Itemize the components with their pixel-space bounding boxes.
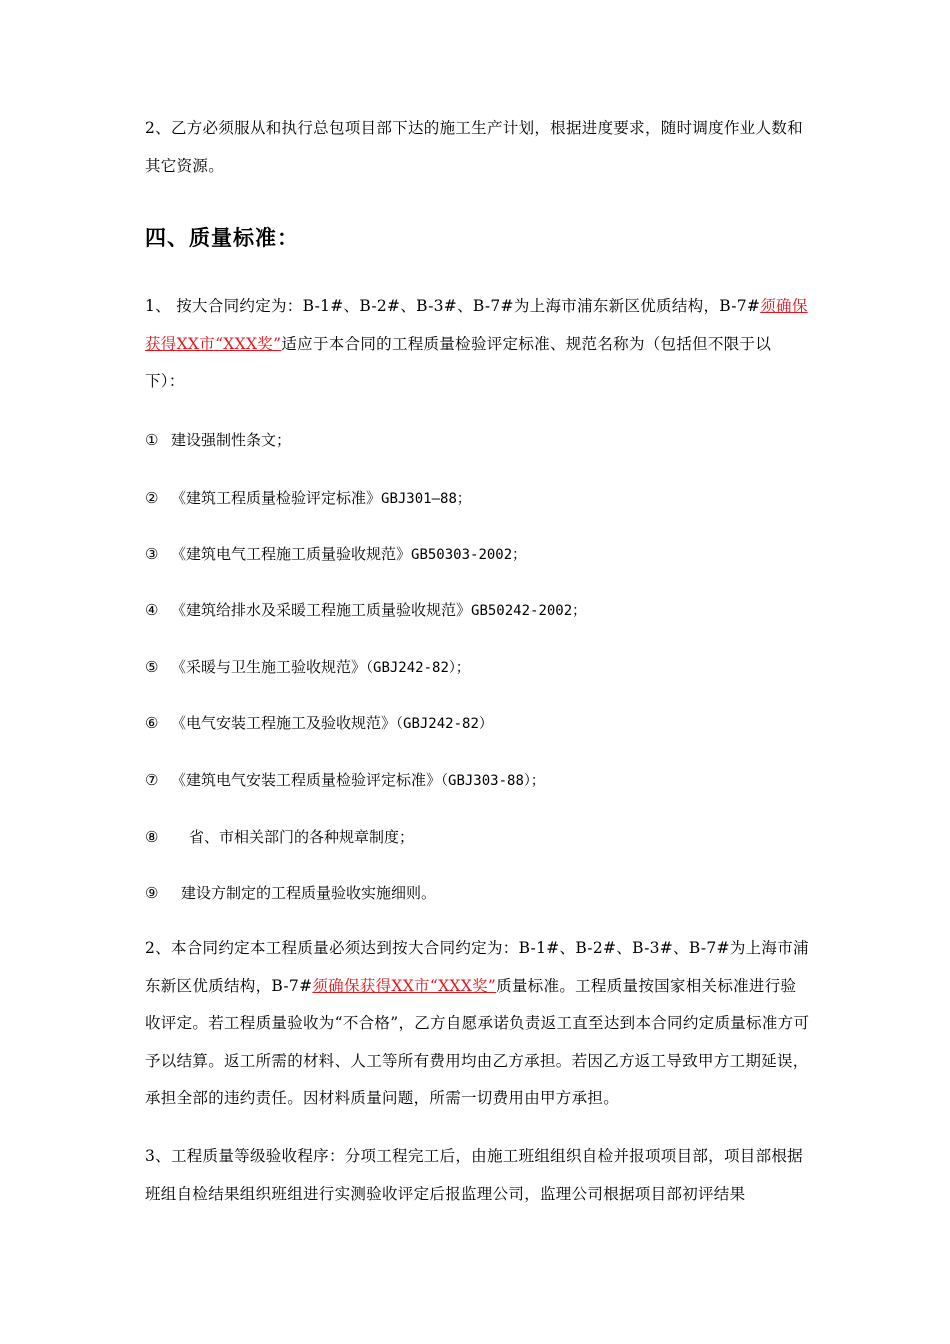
item-code: GB50303-2002； — [411, 547, 527, 563]
item-number: ⑦ — [145, 771, 159, 789]
item-code: （GBJ303-88）； — [441, 773, 545, 789]
item-number: ⑨ — [145, 884, 159, 902]
standard-item-9 — [145, 881, 810, 905]
item-text: 省、市相关部门的各种规章制度； — [189, 828, 415, 846]
item-number: ⑥ — [145, 714, 159, 732]
paragraph-quality-3 — [145, 1138, 810, 1213]
highlight-award-city: 须确保获得XX市 — [145, 297, 808, 353]
item-code: GB50242-2002； — [471, 603, 587, 619]
item-number: ② — [145, 489, 159, 507]
item-code: （GBJ242-82）； — [366, 660, 470, 676]
item-text: 《建筑电气安装工程质量检验评定标准》 — [171, 771, 442, 789]
standard-item-7 — [145, 768, 810, 793]
item-text: 建设强制性条文； — [171, 431, 292, 449]
item-number: ④ — [145, 601, 159, 619]
standard-item-1 — [145, 428, 810, 452]
item-text: 建设方制定的工程质量验收实施细则。 — [181, 884, 437, 902]
item-text: 《建筑电气工程施工质量验收规范》 — [171, 545, 412, 563]
paragraph-text: 2、乙方必须服从和执行总包项目部下达的施工生产计划，根据进度要求，随时调度作业人数和其它资源。 — [145, 119, 803, 175]
paragraph-text-prefix: 2、本合同约定本工程质量必须达到按大合同约定为：B-1#、B-2#、B-3#、B-7#为上海市浦东新区优质结构，B-7# — [145, 939, 809, 995]
item-text: 《电气安装工程施工及验收规范》 — [171, 714, 397, 732]
highlight-award-name: “XXX奖” — [429, 976, 497, 995]
standard-item-4 — [145, 598, 810, 623]
section-heading-quality-standards: 四、质量标准： — [145, 225, 299, 250]
standard-item-2 — [145, 486, 810, 511]
standard-item-3 — [145, 542, 810, 567]
paragraph-intro-item-2 — [145, 110, 810, 185]
paragraph-text-suffix: 适应于本合同的工程质量检验评定标准、规范名称为（包括但不限于以下）： — [145, 334, 772, 390]
highlight-award-city: 须确保获得XX市 — [312, 976, 430, 995]
item-text: 《建筑给排水及采暖工程施工质量验收规范》 — [171, 601, 472, 619]
item-code: （GBJ242-82） — [396, 716, 493, 732]
item-number: ⑤ — [145, 658, 159, 676]
item-text: 《建筑工程质量检验评定标准》 — [171, 489, 382, 507]
item-number: ⑧ — [145, 828, 159, 846]
standard-item-5 — [145, 655, 810, 680]
highlight-award-name: “XXX奖” — [215, 334, 282, 353]
item-number: ③ — [145, 545, 159, 563]
paragraph-text: 3、工程质量等级验收程序：分项工程完工后，由施工班组组织自检并报项项目部，项目部根据班组自检结果组织班组进行实测验收评定后报监理公司，监理公司根据项目部初评结果 — [145, 1147, 803, 1203]
standard-item-8 — [145, 825, 810, 849]
item-code: GBJ301—88； — [381, 491, 471, 507]
paragraph-text-prefix: 1、 按大合同约定为：B-1#、B-2#、B-3#、B-7#为上海市浦东新区优质结构，B-7# — [145, 297, 761, 315]
item-text: 《采暖与卫生施工验收规范》 — [171, 658, 367, 676]
item-number: ① — [145, 431, 159, 449]
paragraph-quality-1 — [145, 288, 810, 401]
paragraph-text-suffix: 质量标准。工程质量按国家相关标准进行验收评定。若工程质量验收为“不合格”，乙方自愿承诺负责返工直至达到本合同约定质量标准方可予以结算。返工所需的材料、人工等所有费用均由乙方承担。若因乙方返工导致甲方工期延误，承担全部的违约责任。因材料质量问题，所需一切费用由甲方承担。 — [145, 976, 810, 1107]
standard-item-6 — [145, 711, 810, 736]
paragraph-quality-2 — [145, 930, 810, 1118]
